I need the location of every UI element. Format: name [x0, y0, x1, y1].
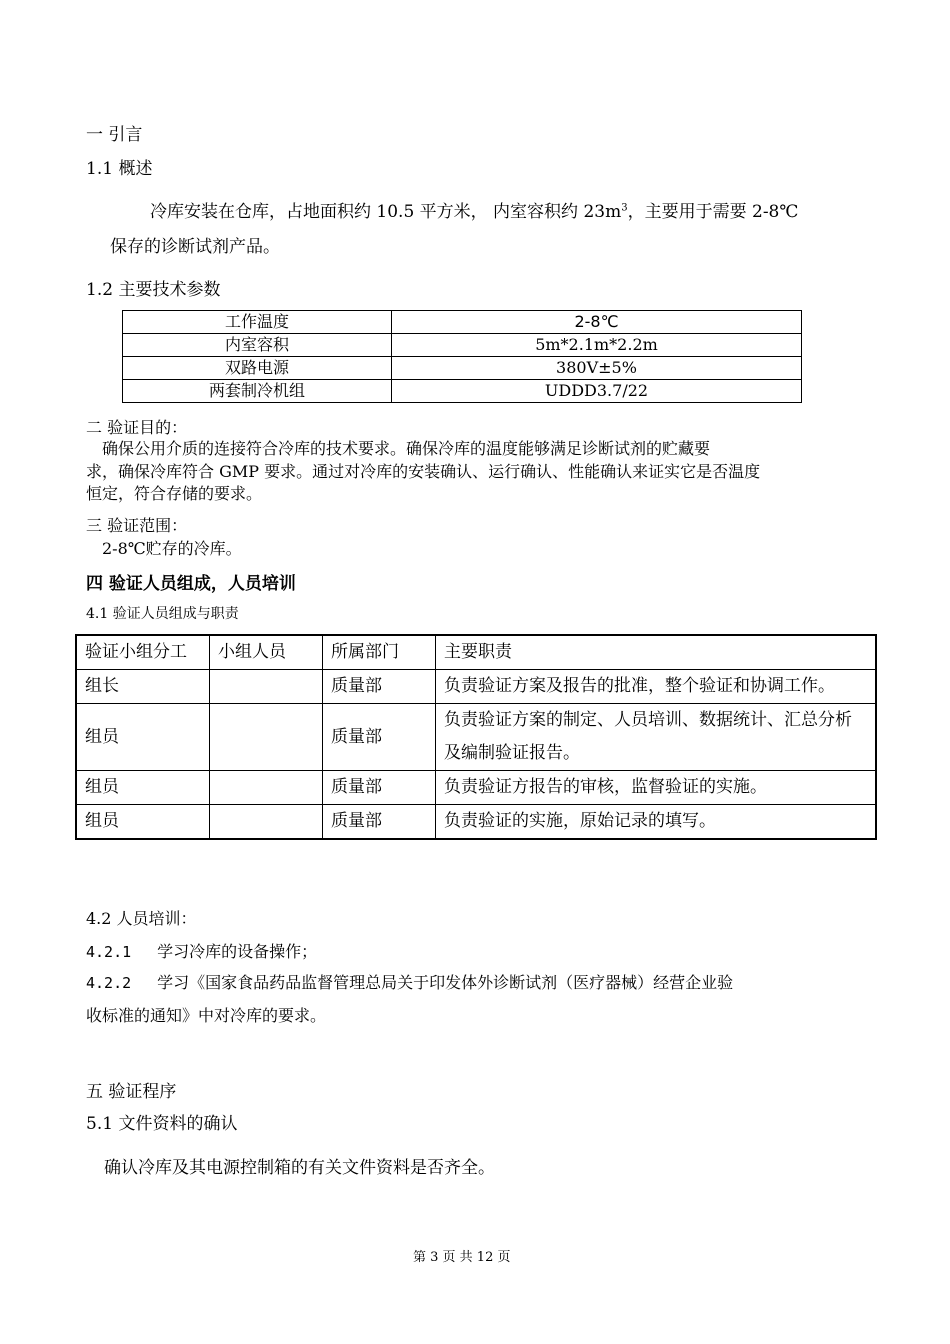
dept-cell: 质量部 [323, 704, 436, 771]
overview-text-a: 冷库安装在仓库，占地面积约 10.5 平方米， 内室容积约 23m [150, 202, 622, 222]
section-4-2-title: 4.2 人员培训： [86, 909, 197, 928]
member-cell [210, 805, 323, 840]
param-name: 内室容积 [123, 334, 392, 357]
section-1-title: 一 引言 [86, 125, 143, 145]
item-number: 4.2.2 [86, 974, 132, 992]
header-cell: 验证小组分工 [76, 635, 210, 670]
item-text: 学习《国家食品药品监督管理总局关于印发体外诊断试剂（医疗器械）经营企业验 [157, 973, 734, 992]
header-cell: 所属部门 [323, 635, 436, 670]
table-row [123, 357, 802, 380]
overview-line-1 [150, 201, 798, 223]
member-cell [210, 771, 323, 805]
dept-cell: 质量部 [323, 771, 436, 805]
member-cell [210, 670, 323, 704]
param-value: 5m*2.1m*2.2m [392, 334, 802, 357]
section-1-2-title: 1.2 主要技术参数 [86, 280, 221, 300]
purpose-line-2: 求，确保冷库符合 GMP 要求。通过对冷库的安装确认、运行确认、性能确认来证实它是否温度 [86, 462, 761, 481]
member-cell [210, 704, 323, 771]
section-3-title: 三 验证范围： [86, 516, 188, 535]
section-5-title: 五 验证程序 [86, 1082, 177, 1102]
overview-line-2: 保存的诊断试剂产品。 [110, 237, 280, 257]
section-1-1-title: 1.1 概述 [86, 159, 153, 179]
role-cell: 组员 [76, 771, 210, 805]
table-row [123, 380, 802, 403]
item-text: 学习冷库的设备操作； [157, 942, 318, 961]
duty-cell: 负责验证方案的制定、人员培训、数据统计、汇总分析及编制验证报告。 [436, 704, 877, 771]
overview-text-b: ，主要用于需要 2-8℃ [627, 202, 799, 222]
param-name: 工作温度 [123, 311, 392, 334]
table-row [123, 311, 802, 334]
table-row [76, 805, 876, 840]
item-4-2-1 [86, 942, 317, 962]
role-cell: 组员 [76, 704, 210, 771]
role-cell: 组员 [76, 805, 210, 840]
item-4-2-2-continued: 收标准的通知》中对冷库的要求。 [86, 1006, 327, 1025]
duty-cell: 负责验证方案及报告的批准，整个验证和协调工作。 [436, 670, 877, 704]
section-4-1-title: 4.1 验证人员组成与职责 [86, 606, 239, 622]
scope-text: 2-8℃贮存的冷库。 [102, 539, 242, 558]
section-5-1-title: 5.1 文件资料的确认 [86, 1114, 238, 1134]
duty-cell: 负责验证方报告的审核，监督验证的实施。 [436, 771, 877, 805]
role-cell: 组长 [76, 670, 210, 704]
item-4-2-2 [86, 973, 733, 993]
param-name: 双路电源 [123, 357, 392, 380]
header-cell: 小组人员 [210, 635, 323, 670]
table-header-row [76, 635, 876, 670]
table-row [76, 771, 876, 805]
item-number: 4.2.1 [86, 943, 132, 961]
param-name: 两套制冷机组 [123, 380, 392, 403]
page-number: 第 3 页 共 12 页 [413, 1250, 511, 1265]
purpose-line-1: 确保公用介质的连接符合冷库的技术要求。确保冷库的温度能够满足诊断试剂的贮藏要 [102, 439, 711, 458]
param-value: UDDD3.7/22 [392, 380, 802, 403]
dept-cell: 质量部 [323, 805, 436, 840]
section-5-1-text: 确认冷库及其电源控制箱的有关文件资料是否齐全。 [104, 1158, 495, 1178]
param-value: 380V±5% [392, 357, 802, 380]
parameter-table [122, 310, 802, 403]
dept-cell: 质量部 [323, 670, 436, 704]
section-4-title: 四 验证人员组成，人员培训 [86, 574, 296, 594]
table-row [76, 704, 876, 771]
header-cell: 主要职责 [436, 635, 877, 670]
param-value: 2-8℃ [392, 311, 802, 334]
section-2-title: 二 验证目的： [86, 418, 188, 437]
duty-cell: 负责验证的实施，原始记录的填写。 [436, 805, 877, 840]
staff-table [75, 634, 877, 840]
table-row [123, 334, 802, 357]
overview-sup: 3 [621, 202, 628, 214]
purpose-line-3: 恒定，符合存储的要求。 [86, 484, 263, 503]
table-row [76, 670, 876, 704]
